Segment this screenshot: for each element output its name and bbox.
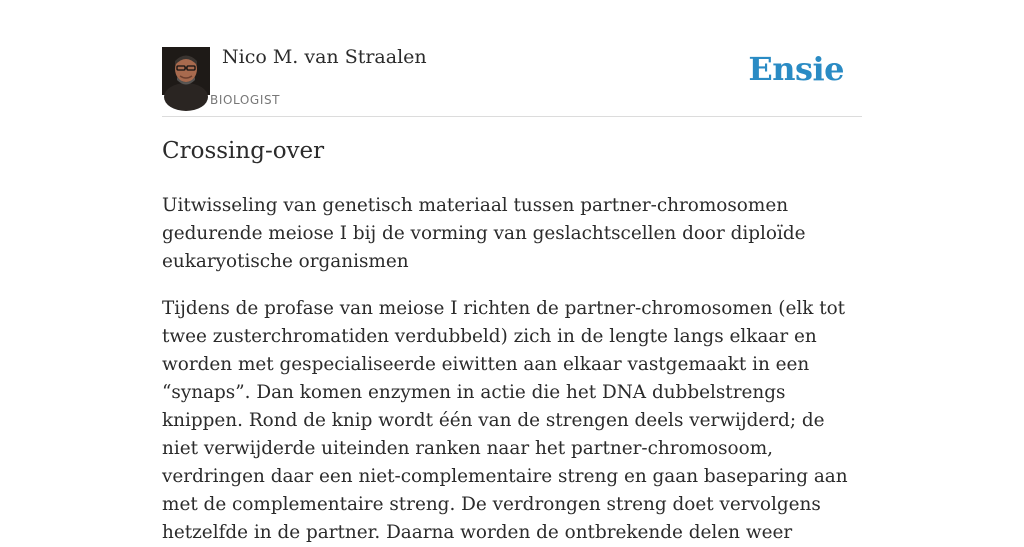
- author-avatar[interactable]: [162, 47, 210, 95]
- ensie-logo[interactable]: Ensie: [748, 50, 844, 88]
- article-lead: Uitwisseling van genetisch materiaal tussen partner-chromosomen gedurende meiose I bij de vorming van geslachtscellen door diploïde eukaryotische organismen: [162, 195, 806, 272]
- author-role: BIOLOGIST: [210, 93, 281, 107]
- article-title: Crossing-over: [162, 138, 325, 164]
- page-container: [162, 0, 862, 543]
- article-body: Tijdens de profase van meiose I richten de partner-chromosomen (elk tot twee zusterchromatiden verdubbeld) zich in de lengte langs elkaar en worden met gespecialiseerde eiwitten aan elkaar vastgemaakt in een “synaps”. Dan komen enzymen in actie die het DNA dubbelstrengs knippen. Rond de knip wordt één van de strengen deels verwijderd; de niet verwijderde uiteinden ranken naar het partner-chromosoom, verdringen daar een niet-complementaire streng en gaan baseparing aan met de complementaire streng. De verdrongen streng doet vervolgens hetzelfde in de partner. Daarna worden de ontbrekende delen weer: [162, 298, 848, 543]
- avatar-portrait-icon: [162, 47, 210, 95]
- author-name[interactable]: Nico M. van Straalen: [222, 46, 427, 68]
- author-header: [162, 0, 862, 117]
